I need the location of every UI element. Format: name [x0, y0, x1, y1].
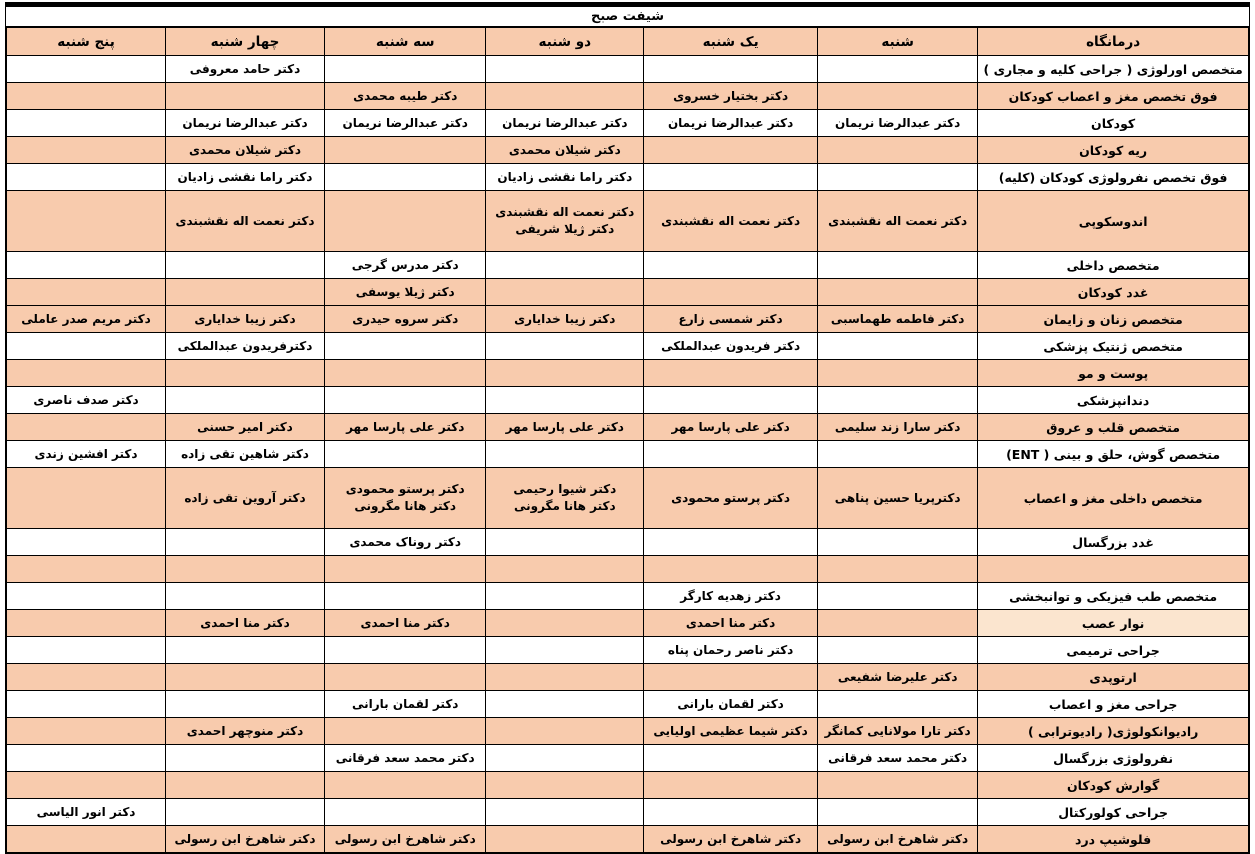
table-header-cell-mon: دو شنبه — [486, 28, 644, 56]
doctor-name: دکتر امیر حسنی — [197, 419, 293, 434]
table-row — [7, 637, 1249, 664]
schedule-cell-mon — [486, 191, 644, 252]
schedule-cell-sat — [818, 279, 978, 306]
doctor-name: دکتر منا احمدی — [360, 615, 450, 630]
schedule-cell-wed — [166, 718, 325, 745]
schedule-cell-sat — [818, 83, 978, 110]
table-row — [7, 387, 1249, 414]
table-row — [7, 745, 1249, 772]
doctor-name: دکتر شاهرخ ابن رسولی — [660, 831, 802, 846]
schedule-cell-tue — [325, 191, 486, 252]
schedule-cell-tue — [325, 387, 486, 414]
schedule-cell-sun — [644, 772, 818, 799]
doctor-name: دکتر عبدالرضا نریمان — [834, 115, 961, 130]
doctor-name: دکتر بختیار خسروی — [673, 88, 789, 103]
schedule-cell-wed — [166, 529, 325, 556]
schedule-cell-thu — [7, 441, 166, 468]
schedule-cell-tue — [325, 745, 486, 772]
doctor-name: دکتر نعمت اله نقشبندی — [828, 213, 968, 228]
schedule-cell-sun — [644, 718, 818, 745]
schedule-cell-mon — [486, 441, 644, 468]
table-row — [7, 610, 1249, 637]
schedule-cell-tue — [325, 164, 486, 191]
schedule-cell-mon — [486, 664, 644, 691]
doctor-name: دکترفریدون عبدالملکی — [177, 338, 313, 353]
schedule-cell-mon — [486, 110, 644, 137]
schedule-cell-mon — [486, 414, 644, 441]
schedule-cell-sun — [644, 387, 818, 414]
schedule-cell-tue — [325, 799, 486, 826]
clinic-cell: ارتوپدی — [978, 664, 1249, 691]
schedule-cell-mon — [486, 164, 644, 191]
schedule-cell-wed — [166, 83, 325, 110]
doctor-name: دکتر نعمت اله نقشبندی — [175, 213, 315, 228]
schedule-cell-sat — [818, 691, 978, 718]
schedule-cell-sun — [644, 56, 818, 83]
table-header — [7, 28, 1249, 56]
schedule-cell-sun — [644, 252, 818, 279]
schedule-cell-mon — [486, 799, 644, 826]
clinic-cell: فوق تخصص نفرولوژی کودکان (کلیه) — [978, 164, 1249, 191]
clinic-cell: جراحی ترمیمی — [978, 637, 1249, 664]
doctor-name: دکتر زهدیه کارگر — [680, 588, 781, 603]
schedule-cell-sat — [818, 441, 978, 468]
clinic-cell: کودکان — [978, 110, 1249, 137]
table-row — [7, 691, 1249, 718]
schedule-cell-thu — [7, 468, 166, 529]
table-body — [7, 56, 1249, 853]
schedule-cell-sat — [818, 191, 978, 252]
schedule-cell-tue — [325, 691, 486, 718]
schedule-cell-wed — [166, 279, 325, 306]
schedule-cell-tue — [325, 110, 486, 137]
schedule-cell-sat — [818, 556, 978, 583]
schedule-cell-thu — [7, 799, 166, 826]
schedule-cell-mon — [486, 772, 644, 799]
schedule-cell-wed — [166, 583, 325, 610]
schedule-cell-wed — [166, 799, 325, 826]
doctor-name: دکتر فاطمه طهماسبی — [830, 311, 965, 326]
schedule-cell-thu — [7, 691, 166, 718]
schedule-cell-sun — [644, 664, 818, 691]
schedule-cell-sun — [644, 137, 818, 164]
schedule-cell-tue — [325, 137, 486, 164]
doctor-name: دکتر انور الیاسی — [36, 804, 136, 819]
schedule-cell-wed — [166, 333, 325, 360]
schedule-cell-sat — [818, 664, 978, 691]
schedule-table — [6, 27, 1249, 853]
doctor-name: دکتر شیوا رحیمی — [513, 482, 617, 496]
schedule-cell-sun — [644, 360, 818, 387]
doctor-name: دکتر مدرس گرجی — [351, 257, 459, 272]
clinic-cell: پوست و مو — [978, 360, 1249, 387]
clinic-cell: غدد کودکان — [978, 279, 1249, 306]
clinic-cell: متخصص زنان و زایمان — [978, 306, 1249, 333]
doctor-name: دکتر منا احمدی — [685, 615, 776, 630]
doctor-name: دکتر شاهرخ ابن رسولی — [174, 831, 316, 846]
doctor-name: دکتر افشین زندی — [34, 446, 138, 461]
doctor-name: دکتر پرستو محمودی — [671, 490, 791, 505]
doctor-name: دکتر نعمت اله نقشبندی — [661, 213, 801, 228]
schedule-cell-sun — [644, 826, 818, 853]
schedule-cell-tue — [325, 83, 486, 110]
table-header-cell-clinic: درمانگاه — [978, 28, 1249, 56]
clinic-cell: متخصص اورلوژی ( جراحی کلیه و مجاری ) — [978, 56, 1249, 83]
table-row — [7, 164, 1249, 191]
table-row — [7, 110, 1249, 137]
schedule-cell-sat — [818, 610, 978, 637]
schedule-cell-sun — [644, 556, 818, 583]
schedule-cell-thu — [7, 137, 166, 164]
schedule-cell-thu — [7, 664, 166, 691]
schedule-cell-thu — [7, 279, 166, 306]
clinic-cell: اندوسکوپی — [978, 191, 1249, 252]
schedule-cell-sat — [818, 718, 978, 745]
schedule-cell-tue — [325, 826, 486, 853]
schedule-cell-thu — [7, 718, 166, 745]
doctor-name: دکتر علیرضا شفیعی — [837, 669, 958, 684]
schedule-cell-sat — [818, 529, 978, 556]
schedule-cell-sat — [818, 56, 978, 83]
clinic-cell: متخصص ژنتیک پزشکی — [978, 333, 1249, 360]
doctor-name: دکتر عبدالرضا نریمان — [667, 115, 794, 130]
schedule-cell-sat — [818, 583, 978, 610]
table-row — [7, 252, 1249, 279]
doctor-name: دکتر عبدالرضا نریمان — [502, 115, 628, 130]
schedule-cell-mon — [486, 252, 644, 279]
table-row — [7, 529, 1249, 556]
doctor-name: دکتر محمد سعد فرقانی — [828, 750, 968, 765]
doctor-name: دکتر هانا مگرونی — [513, 499, 616, 513]
schedule-cell-sun — [644, 110, 818, 137]
doctor-name: دکتر شمسی زارع — [678, 311, 783, 326]
clinic-cell: غدد بزرگسال — [978, 529, 1249, 556]
table-header-cell-thu: پنج شنبه — [7, 28, 166, 56]
schedule-cell-mon — [486, 556, 644, 583]
schedule-cell-tue — [325, 556, 486, 583]
schedule-cell-wed — [166, 110, 325, 137]
schedule-cell-wed — [166, 306, 325, 333]
schedule-cell-thu — [7, 414, 166, 441]
doctor-name: دکتر زیبا خدایاری — [514, 311, 616, 326]
table-row — [7, 799, 1249, 826]
schedule-cell-wed — [166, 191, 325, 252]
schedule-cell-sun — [644, 333, 818, 360]
doctor-name: دکتر شیلان محمدی — [508, 142, 621, 157]
doctor-name: دکتر ناصر رحمان پناه — [667, 642, 794, 657]
schedule-cell-wed — [166, 610, 325, 637]
doctor-name: دکتر هانا مگرونی — [354, 499, 457, 513]
schedule-cell-sun — [644, 637, 818, 664]
doctor-name: دکتر حامد معروفی — [189, 61, 301, 76]
schedule-cell-mon — [486, 83, 644, 110]
doctor-name: دکتر عبدالرضا نریمان — [182, 115, 308, 130]
table-row — [7, 772, 1249, 799]
schedule-cell-thu — [7, 583, 166, 610]
schedule-cell-mon — [486, 529, 644, 556]
doctor-name: دکتر شاهین تقی زاده — [181, 446, 309, 461]
schedule-cell-thu — [7, 191, 166, 252]
schedule-cell-mon — [486, 333, 644, 360]
schedule-cell-tue — [325, 252, 486, 279]
schedule-cell-sun — [644, 164, 818, 191]
schedule-cell-sat — [818, 799, 978, 826]
doctor-name: دکتر ژیلا یوسفی — [355, 284, 455, 299]
schedule-cell-sun — [644, 529, 818, 556]
table-row — [7, 191, 1249, 252]
schedule-cell-tue — [325, 610, 486, 637]
schedule-cell-sun — [644, 441, 818, 468]
page-title: شیفت صبح — [6, 7, 1249, 27]
doctor-name: دکتر علی پارسا مهر — [671, 419, 790, 434]
schedule-cell-sun — [644, 306, 818, 333]
schedule-cell-sat — [818, 164, 978, 191]
doctor-name: دکتر شیلان محمدی — [189, 142, 301, 157]
schedule-cell-wed — [166, 664, 325, 691]
table-header-cell-wed: چهار شنبه — [166, 28, 325, 56]
table-row — [7, 441, 1249, 468]
schedule-cell-sat — [818, 826, 978, 853]
schedule-cell-sat — [818, 414, 978, 441]
table-row — [7, 56, 1249, 83]
schedule-cell-sun — [644, 191, 818, 252]
table-row — [7, 360, 1249, 387]
table-row — [7, 826, 1249, 853]
schedule-cell-wed — [166, 745, 325, 772]
schedule-cell-thu — [7, 387, 166, 414]
schedule-cell-thu — [7, 745, 166, 772]
schedule-cell-tue — [325, 333, 486, 360]
schedule-cell-mon — [486, 137, 644, 164]
clinic-cell: متخصص گوش، حلق و بینی ( ENT) — [978, 441, 1249, 468]
schedule-cell-sun — [644, 414, 818, 441]
schedule-cell-sat — [818, 110, 978, 137]
schedule-cell-mon — [486, 387, 644, 414]
table-row — [7, 306, 1249, 333]
clinic-cell: جراحی مغز و اعصاب — [978, 691, 1249, 718]
schedule-cell-thu — [7, 556, 166, 583]
schedule-cell-mon — [486, 610, 644, 637]
doctor-name: دکتر راما نقشی زادیان — [497, 169, 633, 184]
table-header-cell-sun: یک شنبه — [644, 28, 818, 56]
doctor-name: دکتر شاهرخ ابن رسولی — [334, 831, 476, 846]
clinic-cell: جراحی کولورکتال — [978, 799, 1249, 826]
schedule-cell-sat — [818, 137, 978, 164]
schedule-cell-mon — [486, 691, 644, 718]
table-row — [7, 83, 1249, 110]
doctor-name: دکتر زیبا خدایاری — [194, 311, 296, 326]
clinic-cell: متخصص داخلی مغز و اعصاب — [978, 468, 1249, 529]
schedule-cell-sat — [818, 333, 978, 360]
table-row — [7, 414, 1249, 441]
doctor-name: دکتر علی پارسا مهر — [346, 419, 465, 434]
schedule-cell-tue — [325, 583, 486, 610]
schedule-cell-sun — [644, 468, 818, 529]
table-row — [7, 468, 1249, 529]
schedule-cell-mon — [486, 745, 644, 772]
header-row — [7, 28, 1249, 56]
schedule-cell-wed — [166, 56, 325, 83]
schedule-cell-tue — [325, 441, 486, 468]
schedule-cell-thu — [7, 826, 166, 853]
schedule-cell-mon — [486, 583, 644, 610]
table-row — [7, 664, 1249, 691]
schedule-cell-sun — [644, 279, 818, 306]
schedule-cell-thu — [7, 772, 166, 799]
doctor-name: دکتر مریم صدر عاملی — [21, 311, 151, 326]
doctor-name: دکتر صدف ناصری — [33, 392, 139, 407]
clinic-cell — [978, 556, 1249, 583]
schedule-cell-wed — [166, 691, 325, 718]
clinic-cell: نفرولوژی بزرگسال — [978, 745, 1249, 772]
schedule-cell-mon — [486, 826, 644, 853]
schedule-cell-sat — [818, 360, 978, 387]
schedule-cell-sat — [818, 772, 978, 799]
doctor-name: دکتر نعمت اله نقشبندی — [495, 205, 635, 219]
clinic-cell: رادیوانکولوژی( رادیوترابی ) — [978, 718, 1249, 745]
schedule-cell-sun — [644, 83, 818, 110]
table-row — [7, 137, 1249, 164]
table-header-cell-sat: شنبه — [818, 28, 978, 56]
schedule-cell-mon — [486, 718, 644, 745]
doctor-name: دکتر محمد سعد فرقانی — [335, 750, 475, 765]
clinic-cell: گوارش کودکان — [978, 772, 1249, 799]
schedule-cell-sat — [818, 387, 978, 414]
schedule-cell-sun — [644, 745, 818, 772]
doctor-name: دکترپریا حسین پناهی — [834, 490, 961, 505]
schedule-cell-sat — [818, 468, 978, 529]
schedule-cell-sat — [818, 306, 978, 333]
doctor-name: دکتر طیبه محمدی — [353, 88, 458, 103]
schedule-cell-sat — [818, 252, 978, 279]
doctor-name: دکتر لقمان بارانی — [351, 696, 459, 711]
schedule-cell-wed — [166, 164, 325, 191]
clinic-cell: ریه کودکان — [978, 137, 1249, 164]
doctor-name: دکتر سارا زند سلیمی — [834, 419, 961, 434]
schedule-cell-tue — [325, 279, 486, 306]
schedule-cell-thu — [7, 360, 166, 387]
doctor-name: دکتر منا احمدی — [200, 615, 290, 630]
schedule-cell-wed — [166, 556, 325, 583]
schedule-cell-mon — [486, 468, 644, 529]
schedule-cell-sun — [644, 583, 818, 610]
schedule-cell-thu — [7, 306, 166, 333]
clinic-cell: متخصص داخلی — [978, 252, 1249, 279]
doctor-name: دکتر آروین تقی زاده — [184, 490, 306, 505]
schedule-cell-sun — [644, 799, 818, 826]
schedule-cell-wed — [166, 387, 325, 414]
schedule-cell-wed — [166, 637, 325, 664]
doctor-name: دکتر تارا مولانایی کمانگر — [824, 723, 971, 738]
schedule-cell-sun — [644, 610, 818, 637]
schedule-cell-sat — [818, 637, 978, 664]
schedule-cell-thu — [7, 529, 166, 556]
table-header-cell-tue: سه شنبه — [325, 28, 486, 56]
schedule-cell-thu — [7, 83, 166, 110]
schedule-cell-mon — [486, 56, 644, 83]
schedule-cell-tue — [325, 414, 486, 441]
clinic-cell: فوق تخصص مغز و اعصاب کودکان — [978, 83, 1249, 110]
schedule-cell-wed — [166, 414, 325, 441]
schedule-sheet — [5, 2, 1250, 854]
schedule-cell-wed — [166, 360, 325, 387]
schedule-cell-wed — [166, 826, 325, 853]
clinic-cell: متخصص طب فیزیکی و توانبخشی — [978, 583, 1249, 610]
schedule-cell-mon — [486, 360, 644, 387]
schedule-cell-tue — [325, 306, 486, 333]
schedule-cell-wed — [166, 772, 325, 799]
doctor-name: دکتر سروه حیدری — [352, 311, 459, 326]
schedule-cell-tue — [325, 718, 486, 745]
doctor-name: دکتر لقمان بارانی — [677, 696, 784, 711]
schedule-cell-tue — [325, 772, 486, 799]
table-row — [7, 556, 1249, 583]
doctor-name: دکتر شیما عظیمی اولیایی — [653, 723, 808, 738]
clinic-cell: فلوشیپ درد — [978, 826, 1249, 853]
schedule-cell-thu — [7, 110, 166, 137]
table-row — [7, 333, 1249, 360]
schedule-cell-mon — [486, 637, 644, 664]
schedule-cell-thu — [7, 637, 166, 664]
schedule-cell-tue — [325, 468, 486, 529]
clinic-cell: نوار عصب — [978, 610, 1249, 637]
schedule-cell-tue — [325, 56, 486, 83]
table-row — [7, 279, 1249, 306]
schedule-cell-sun — [644, 691, 818, 718]
schedule-cell-wed — [166, 137, 325, 164]
clinic-cell: دندانپزشکی — [978, 387, 1249, 414]
schedule-cell-thu — [7, 56, 166, 83]
schedule-cell-thu — [7, 164, 166, 191]
schedule-cell-thu — [7, 610, 166, 637]
schedule-cell-wed — [166, 441, 325, 468]
schedule-cell-tue — [325, 664, 486, 691]
clinic-cell: متخصص قلب و عروق — [978, 414, 1249, 441]
doctor-name: دکتر علی پارسا مهر — [505, 419, 624, 434]
schedule-cell-tue — [325, 360, 486, 387]
schedule-cell-tue — [325, 529, 486, 556]
doctor-name: دکتر فریدون عبدالملکی — [661, 338, 801, 353]
schedule-cell-wed — [166, 468, 325, 529]
table-row — [7, 718, 1249, 745]
schedule-cell-sat — [818, 745, 978, 772]
doctor-name: دکتر راما نقشی زادیان — [177, 169, 313, 184]
schedule-cell-thu — [7, 333, 166, 360]
schedule-cell-mon — [486, 306, 644, 333]
doctor-name: دکتر منوچهر احمدی — [186, 723, 304, 738]
schedule-cell-tue — [325, 637, 486, 664]
doctor-name: دکتر پرستو محمودی — [345, 482, 465, 496]
table-row — [7, 583, 1249, 610]
schedule-cell-mon — [486, 279, 644, 306]
doctor-name: دکتر روناک محمدی — [349, 534, 462, 549]
doctor-name: دکتر شاهرخ ابن رسولی — [827, 831, 969, 846]
schedule-cell-wed — [166, 252, 325, 279]
doctor-name: دکتر ژیلا شریفی — [515, 222, 615, 236]
doctor-name: دکتر عبدالرضا نریمان — [342, 115, 468, 130]
schedule-cell-thu — [7, 252, 166, 279]
